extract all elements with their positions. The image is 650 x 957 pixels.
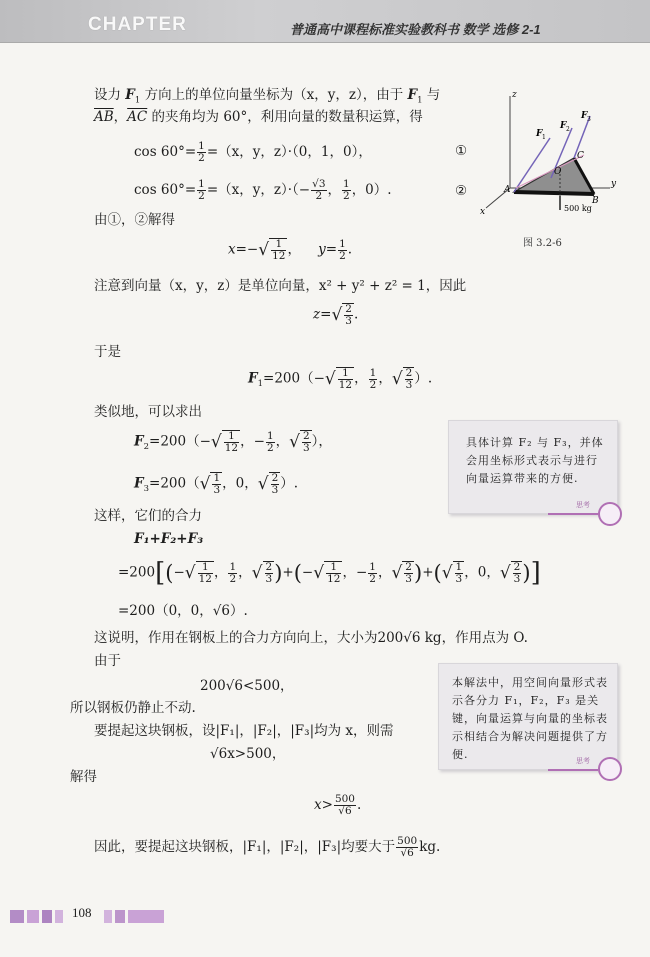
note-1-key-icon: [598, 502, 622, 526]
footer-bar-left: [10, 908, 66, 927]
equation-2: cos 60°= $\frac{1}{2}$ =（x，y，z）·（− $\frac{√3}{2}$ ， $\frac{1}{2}$ ，0）.: [134, 178, 392, 202]
final-text: 因此，要提起这块钢板，|F₁|，|F₂|，|F₃|均要大于 $\frac{500}{√6}$ kg.: [94, 835, 441, 859]
edge-ab: [514, 192, 594, 194]
para-1-line-2: $\overline{AB}$，$\overline{AC}$ 的夹角均为 60°，利用向量的数量积运算，得: [94, 109, 423, 125]
similar-text: 类似地，可以求出: [94, 404, 202, 420]
resultant-text: 这样，它们的合力: [94, 508, 202, 524]
yuyu-text: 由于: [94, 653, 121, 669]
side-note-1-text: 具体计算 F₂ 与 F₃，并体会用坐标形式表示与进行向量运算带来的方便.: [466, 436, 604, 485]
equation-1: cos 60°= $\frac{1}{2}$ =（x，y，z）·（0，1，0），: [134, 140, 372, 164]
label-a: A: [504, 185, 511, 195]
big-sum-equation: =200[(−√ $\frac{1}{12}$ ， $\frac{1}{2}$ ，√ $\frac{2}{3}$ )+(−√ $\frac{1}{12}$ ，− $\frac{1}{2}$ ，√ $\frac{2}{3}$ )+(√ $\frac{1}{3}$ ，0，√ $\frac{2}{3}$ )]: [118, 558, 541, 588]
note-1-key-stem: [548, 512, 598, 515]
sum-expression: F₁+F₂+F₃: [134, 531, 204, 547]
jiede-text: 解得: [70, 769, 97, 785]
label-x: x: [480, 207, 486, 217]
note-1-key-label: 思考: [576, 502, 590, 509]
f3-equation: $F_3=200(√$ $\frac{1}{3}$ ，0，√ $\frac{2}{3}$ ）.: [134, 472, 299, 496]
unit-vector-text: 注意到向量（x，y，z）是单位向量，x² + y² + z² = 1，因此: [94, 278, 467, 294]
yushi-text: 于是: [94, 344, 121, 360]
inequality-2: √6x>500，: [210, 746, 286, 762]
chapter-label: CHAPTER: [88, 14, 187, 35]
label-f2: F: [560, 121, 567, 131]
figure-3-2-6: [472, 88, 622, 228]
z-solution: z=√ $\frac{2}{3}$ .: [313, 303, 359, 327]
label-weight: 500 kg: [564, 204, 592, 213]
note-2-key-label: 思考: [576, 758, 590, 765]
lift-text: 要提起这块钢板，设|F₁|，|F₂|，|F₃|均为 x，则需: [94, 723, 394, 739]
note-2-key-stem: [548, 768, 598, 771]
x-bound: x> $\frac{500}{√6}$ .: [314, 793, 362, 817]
equation-2-number: ②: [455, 183, 468, 199]
side-note-2-text: 本解法中，用空间向量形式表示各分力 F₁，F₂，F₃ 是关键，向量运算与向量的坐标表示相结合为解决问题提供了方便.: [452, 676, 608, 761]
inequality-1: 200√6<500，: [200, 678, 294, 694]
page-number: 108: [72, 905, 92, 920]
equation-1-number: ①: [455, 143, 468, 159]
label-f1-sub: 1: [542, 134, 546, 141]
book-title: 普通高中课程标准实验教科书 数学 选修 2-1: [290, 22, 541, 37]
label-f3-sub: 3: [587, 116, 591, 123]
solve-text: 由①，②解得: [94, 212, 175, 228]
explanation-text: 这说明，作用在钢板上的合力方向向上，大小为200√6 kg，作用点为 O.: [94, 630, 528, 646]
figure-caption: 图 3.2-6: [523, 238, 562, 249]
result-equation: =200（0，0，√6）.: [118, 603, 248, 619]
label-f1: F: [536, 129, 543, 139]
note-2-key-icon: [598, 757, 622, 781]
still-text: 所以钢板仍静止不动.: [70, 700, 196, 716]
label-c: C: [577, 151, 584, 161]
label-z: z: [512, 90, 517, 100]
label-y: y: [611, 179, 617, 189]
label-f2-sub: 2: [566, 126, 570, 133]
xy-solution: x=−√ $\frac{1}{12}$ ， y= $\frac{1}{2}$ .: [228, 237, 353, 262]
label-b: B: [592, 196, 599, 206]
footer-bar-right: [104, 908, 167, 927]
f2-equation: $F_2=200(-√$ $\frac{1}{12}$ ，− $\frac{1}{2}$ ，√ $\frac{2}{3}$ ），: [134, 429, 332, 454]
f1-equation: $F_1=200(-√$ $\frac{1}{12}$ ， $\frac{1}{2}$ ，√ $\frac{2}{3}$ ）.: [248, 366, 433, 391]
label-f3: F: [581, 111, 588, 121]
label-o: O: [554, 167, 562, 177]
para-1-line-1: 设力 $F_1$ 方向上的单位向量坐标为（x，y，z），由于 $F_1$ 与: [94, 87, 441, 106]
